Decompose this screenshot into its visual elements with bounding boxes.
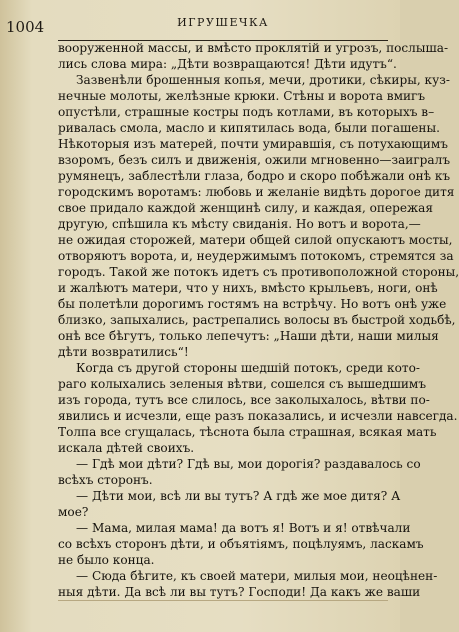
text-line: всѣхъ сторонъ. — [58, 473, 153, 487]
text-line: Зазвенѣли брошенныя копья, мечи, дротики, сѣкиры, куз- — [76, 73, 450, 87]
text-line: Нѣкоторыя изъ матерей, почти умиравшія, съ потухающимъ — [58, 137, 448, 151]
running-head: ИГРУШЕЧКА — [177, 16, 269, 29]
text-line: румянецъ, заблестѣли глаза, бодро и скоро побѣжали онѣ къ — [58, 169, 451, 183]
text-line: взоромъ, безъ силъ и движенія, ожили мгновенно—заигралъ — [58, 153, 451, 167]
text-line: не было конца. — [58, 553, 155, 567]
text-line: со всѣхъ сторонъ дѣти, и объятіямъ, поцѣлуямъ, ласкамъ — [58, 537, 424, 551]
text-line: отворяютъ ворота, и, неудержимымъ потокомъ, стремятся за — [58, 249, 454, 263]
text-line: искала дѣтей своихъ. — [58, 441, 195, 455]
text-line: — Дѣти мои, всѣ ли вы тутъ? А гдѣ же мое дитя? А — [76, 489, 401, 503]
text-line: — Сюда бѣгите, къ своей матери, милыя мои, неоцѣнен- — [76, 569, 438, 583]
text-line: — Мама, милая мама! да вотъ я! Вотъ и я! отвѣчали — [76, 521, 411, 535]
text-line: Толпа все сгущалась, тѣснота была страшная, всякая мать — [58, 425, 437, 439]
text-line: вооруженной массы, и вмѣсто проклятій и угрозъ, послыша- — [58, 41, 449, 55]
text-line: не ожидая сторожей, матери общей силой опускаютъ мосты, — [58, 233, 453, 247]
text-line: лись слова мира: „Дѣти возвращаются! Дѣти идутъ“. — [58, 57, 397, 71]
text-line: явились и исчезли, еще разъ показались, и исчезли навсегда. — [58, 409, 458, 423]
text-line: опустѣли, страшные костры подъ котлами, въ которыхъ в– — [58, 105, 435, 119]
text-line: онѣ все бѣгутъ, только лепечутъ: „Наши дѣти, наши милыя — [58, 329, 439, 343]
text-line: ривалась смола, масло и кипятилась вода, были погашены. — [58, 121, 440, 135]
text-line: ныя дѣти. Да всѣ ли вы тутъ? Господи! Да какъ же ваши — [58, 585, 421, 599]
text-line: другую, спѣшила къ мѣсту свиданія. Но вотъ и ворота,— — [58, 217, 421, 231]
text-line: нечные молоты, желѣзные крюки. Стѣны и ворота вмигъ — [58, 89, 426, 103]
page-header — [58, 14, 388, 41]
bottom-rule — [58, 600, 388, 601]
text-line: дѣти возвратились“! — [58, 345, 189, 359]
text-line: — Гдѣ мои дѣти? Гдѣ вы, мои дорогія? раздавалось со — [76, 457, 421, 471]
page-number: 1004 — [6, 18, 45, 36]
text-line: Когда съ другой стороны шедшій потокъ, среди кото- — [76, 361, 420, 375]
text-line: и жалѣютъ матери, что у нихъ, вмѣсто крыльевъ, ноги, онѣ — [58, 281, 438, 295]
text-line: городскимъ воротамъ: любовь и желаніе видѣть дорогое дитя — [58, 185, 455, 199]
text-line: изъ города, тутъ все слилось, все заколыхалось, вѣтви по- — [58, 393, 430, 407]
body-text — [58, 40, 459, 600]
text-line: мое? — [58, 505, 89, 519]
text-line: раго колыхались зеленыя вѣтви, сошелся съ вышедшимъ — [58, 377, 427, 391]
text-line: близко, запыхались, растрепались волосы въ быстрой ходьбѣ, — [58, 313, 456, 327]
text-line: городъ. Такой же потокъ идетъ съ противоположной стороны, — [58, 265, 459, 279]
text-line: бы полетѣли дорогимъ гостямъ на встрѣчу. Но вотъ онѣ уже — [58, 297, 447, 311]
text-line: свое придало каждой женщинѣ силу, и каждая, опережая — [58, 201, 434, 215]
